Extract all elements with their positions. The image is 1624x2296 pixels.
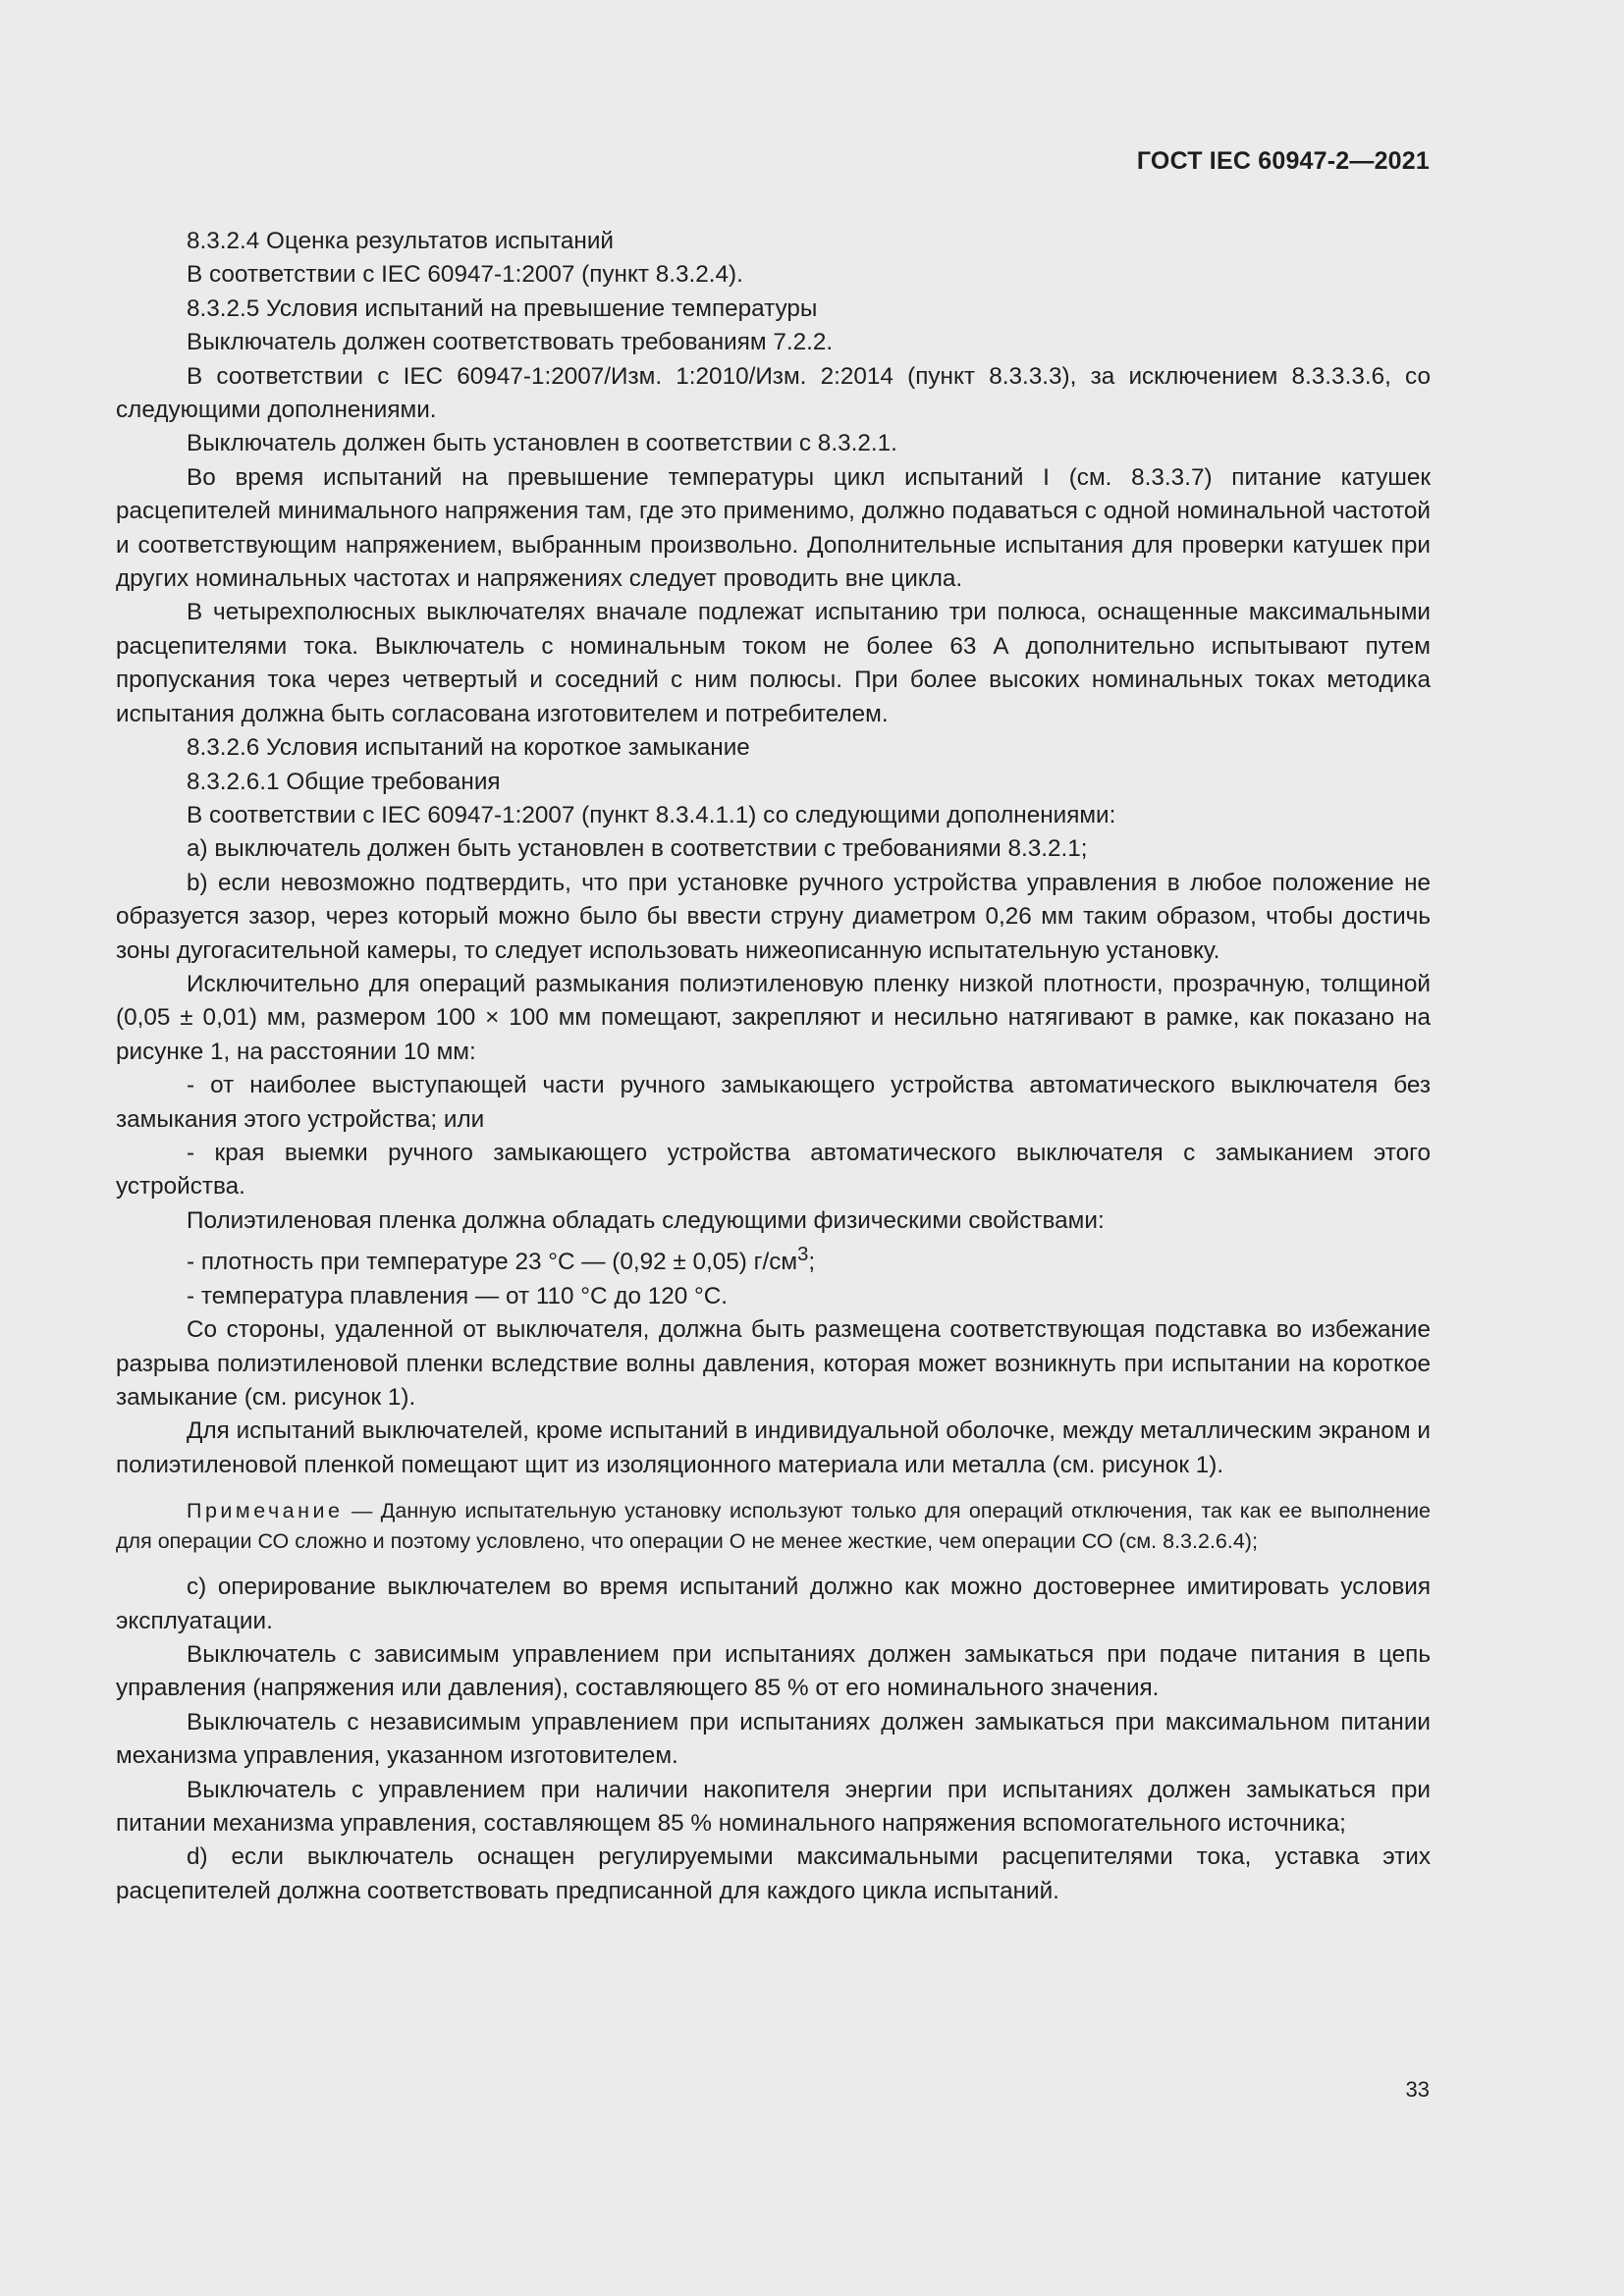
note — [116, 1496, 1431, 1557]
list-item-c: c) оперирование выключателем во время испытаний должно как можно достовернее имитировать условия эксплуатации. — [116, 1574, 1431, 1634]
paragraph: Выключатель с управлением при наличии накопителя энергии при испытаниях должен замыкаться при питании механизма управления, составляющем 85 % номинального напряжения вспомогательного источника; — [116, 1776, 1431, 1837]
section-heading-8-3-2-4: 8.3.2.4 Оценка результатов испытаний — [187, 228, 614, 254]
dash-item-melting: - температура плавления — от 110 °С до 120 °С. — [187, 1282, 729, 1309]
paragraph: В соответствии с IEC 60947-1:2007 (пункт 8.3.4.1.1) со следующими дополнениями: — [187, 801, 1116, 828]
paragraph: Выключатель должен быть установлен в соответствии с 8.3.2.1. — [187, 430, 897, 457]
paragraph: Исключительно для операций размыкания полиэтиленовую пленку низкой плотности, прозрачную, толщиной (0,05 ± 0,01) мм, размером 100 × 100 мм помещают, закрепляют и несильно натягивают в рамке, как показано на рисунке 1, на расстоянии 10 мм: — [116, 970, 1431, 1065]
list-item-d: d) если выключатель оснащен регулируемыми максимальными расцепителями тока, уставка этих расцепителей должна соответствовать предписанной для каждого цикла испытаний. — [116, 1843, 1431, 1904]
document-body — [116, 225, 1431, 1908]
note-label: Примечание — [187, 1499, 344, 1523]
list-item-b: b) если невозможно подтвердить, что при установке ручного устройства управления в любое положение не образуется зазор, через который можно было бы ввести струну диаметром 0,26 мм таким образом, чтобы достичь зоны дугогасительной камеры, то следует использовать нижеописанную испытательную установку. — [116, 869, 1431, 964]
paragraph: В четырехполюсных выключателях вначале подлежат испытанию три полюса, оснащенные максимальными расцепителями тока. Выключатель с номинальным током не более 63 А дополнительно испытывают путем пропускания тока через четвертый и соседний с ним полюсы. При более высоких номинальных токах методика испытания должна быть согласована изготовителем и потребителем. — [116, 599, 1431, 727]
dash-item-density — [116, 1238, 1431, 1280]
density-text: - плотность при температуре 23 °С — (0,92 ± 0,05) г/см — [187, 1249, 798, 1276]
paragraph: Выключатель с зависимым управлением при испытаниях должен замыкаться при подаче питания в цепь управления (напряжения или давления), составляющего 85 % от его номинального значения. — [116, 1640, 1431, 1702]
list-item-a: a) выключатель должен быть установлен в соответствии с требованиями 8.3.2.1; — [187, 835, 1088, 863]
paragraph: Выключатель с независимым управлением при испытаниях должен замыкаться при максимальном питании механизма управления, указанном изготовителем. — [116, 1708, 1431, 1770]
paragraph: Выключатель должен соответствовать требованиям 7.2.2. — [187, 329, 834, 356]
paragraph: Полиэтиленовая пленка должна обладать следующими физическими свойствами: — [187, 1206, 1105, 1234]
paragraph: В соответствии с IEC 60947-1:2007/Изм. 1:2010/Изм. 2:2014 (пункт 8.3.3.3), за исключением 8.3.3.3.6, со следующими дополнениями. — [116, 362, 1431, 424]
dash-item: - края выемки ручного замыкающего устройства автоматического выключателя с замыканием этого устройства. — [116, 1139, 1431, 1201]
density-superscript: 3 — [797, 1244, 809, 1266]
section-heading-8-3-2-6-1: 8.3.2.6.1 Общие требования — [187, 768, 501, 795]
section-heading-8-3-2-6: 8.3.2.6 Условия испытаний на короткое замыкание — [187, 734, 750, 762]
paragraph: В соответствии с IEC 60947-1:2007 (пункт 8.3.2.4). — [187, 261, 743, 289]
paragraph: Для испытаний выключателей, кроме испытаний в индивидуальной оболочке, между металлическим экраном и полиэтиленовой пленкой помещают щит из изоляционного материала или металла (см. рисунок 1). — [116, 1417, 1431, 1478]
section-heading-8-3-2-5: 8.3.2.5 Условия испытаний на превышение температуры — [187, 294, 818, 322]
paragraph: Во время испытаний на превышение температуры цикл испытаний I (см. 8.3.3.7) питание катушек расцепителей минимального напряжения там, где это применимо, должно подаваться с одной номинальной частотой и соответствующим напряжением, выбранным произвольно. Дополнительные испытания для проверки катушек при других номинальных частотах и напряжениях следует проводить вне цикла. — [116, 463, 1431, 593]
dash-item: - от наиболее выступающей части ручного замыкающего устройства автоматического выключателя без замыкания этого устройства; или — [116, 1072, 1431, 1133]
note-text: — Данную испытательную установку используют только для операций отключения, так как ее выполнение для операции СО сложно и поэтому условлено, что операции О не менее жесткие, чем операции СО (см. 8.3.2.6.4); — [116, 1499, 1431, 1554]
paragraph: Со стороны, удаленной от выключателя, должна быть размещена соответствующая подставка во избежание разрыва полиэтиленовой пленки вследствие волны давления, которая может возникнуть при испытании на короткое замыкание (см. рисунок 1). — [116, 1316, 1431, 1411]
document-header: ГОСТ IEC 60947-2—2021 — [1136, 147, 1430, 175]
density-end: ; — [808, 1249, 816, 1276]
page-number: 33 — [1405, 2077, 1430, 2102]
